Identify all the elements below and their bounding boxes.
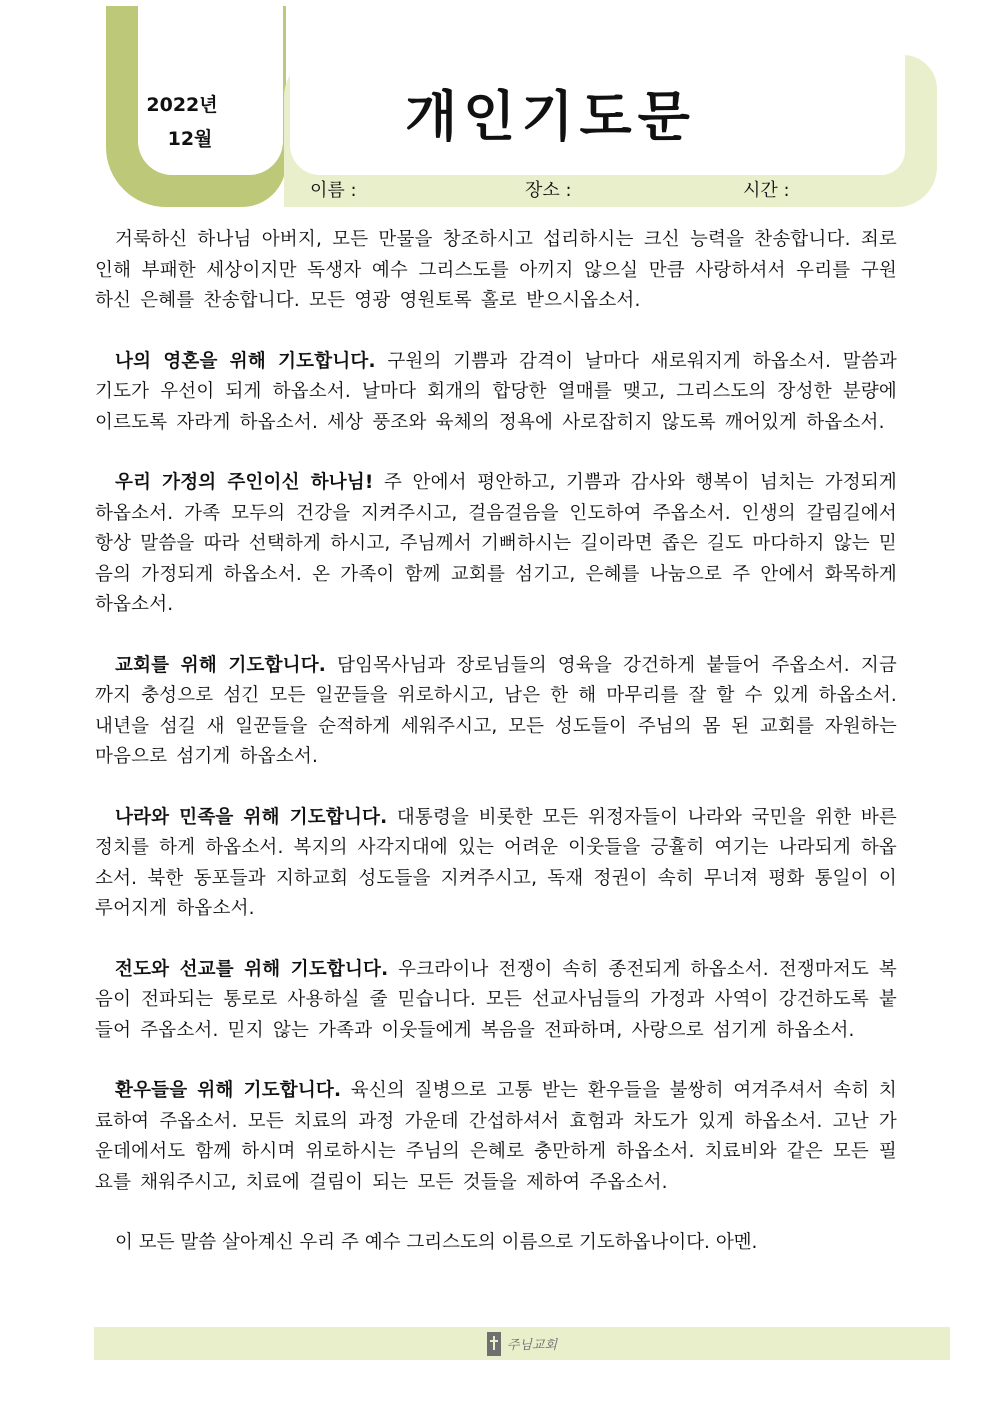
header-year: 2022년 <box>146 94 218 116</box>
prayer-body <box>95 225 897 1258</box>
prayer-paragraph-nation <box>95 803 897 925</box>
paragraph-text: 우크라이나 전쟁이 속히 종전되게 하옵소서. 전쟁마저도 복음이 전파되는 통로로 사용하실 줄 믿습니다. 모든 선교사님들의 가정과 사역이 강건하도록 붙들어 주옵소서. 믿지 않는 가족과 이웃들에게 복음을 전파하며, 사랑으로 섬기게 하옵소서. <box>95 958 897 1041</box>
page-title: 개인기도문 <box>405 85 696 148</box>
paragraph-text: 주 안에서 평안하고, 기쁨과 감사와 행복이 넘치는 가정되게 하옵소서. 가족 모두의 건강을 지켜주시고, 걸음걸음을 인도하여 주옵소서. 인생의 갈림길에서 항상 말씀을 따라 선택하게 하시고, 주님께서 기뻐하시는 길이라면 좁은 길도 마다하지 않는 믿음의 가정되게 하옵소서. 온 가족이 함께 교회를 섬기고, 은혜를 나눔으로 주 안에서 화목하게 하옵소서. <box>95 472 897 615</box>
prayer-paragraph-patients <box>95 1076 897 1198</box>
footer-bar <box>94 1327 950 1360</box>
prayer-paragraph-church <box>95 651 897 773</box>
time-field-label: 시간 : <box>743 180 790 201</box>
paragraph-heading: 환우들을 위해 기도합니다. <box>115 1080 342 1101</box>
prayer-paragraph-family <box>95 468 897 621</box>
paragraph-heading: 나라와 민족을 위해 기도합니다. <box>115 806 388 828</box>
prayer-paragraph-soul <box>95 347 897 439</box>
paragraph-text: 대통령을 비롯한 모든 위정자들이 나라와 국민을 위한 바른 정치를 하게 하옵소서. 복지의 사각지대에 있는 어려운 이웃들을 긍휼히 여기는 나라되게 하옵소서. 북한 동포들과 지하교회 성도들을 지켜주시고, 독재 정권이 속히 무너져 평화 통일이 이루어지게 하옵소서. <box>95 806 897 919</box>
place-field-label: 장소 : <box>525 180 572 201</box>
church-logo-text: 주님교회 <box>506 1338 558 1353</box>
paragraph-heading: 교회를 위해 기도합니다. <box>115 654 327 676</box>
paragraph-heading: 나의 영혼을 위해 기도합니다. <box>115 350 376 372</box>
church-door-cross-icon <box>487 1332 501 1356</box>
name-field-label: 이름 : <box>310 180 357 201</box>
paragraph-text: 담임목사님과 장로님들의 영육을 강건하게 붙들어 주옵소서. 지금까지 충성으로 섬긴 모든 일꾼들을 위로하시고, 남은 한 해 마무리를 잘 할 수 있게 하옵소서. 내년을 섬길 새 일꾼들을 순적하게 세워주시고, 모든 성도들이 주님의 몸 된 교회를 자원하는 마음으로 섬기게 하옵소서. <box>95 654 897 767</box>
closing-prayer: 이 모든 말씀 살아계신 우리 주 예수 그리스도의 이름으로 기도하옵나이다. 아멘. <box>115 1232 758 1253</box>
paragraph-text: 구원의 기쁨과 감격이 날마다 새로워지게 하옵소서. 말씀과 기도가 우선이 되게 하옵소서. 날마다 회개의 합당한 열매를 맺고, 그리스도의 장성한 분량에 이르도록 자라게 하옵소서. 세상 풍조와 육체의 정욕에 사로잡히지 않도록 깨어있게 하옵소서. <box>95 350 897 433</box>
prayer-paragraph-praise <box>95 225 897 317</box>
header-month: 12월 <box>167 128 213 150</box>
paragraph-heading: 우리 가정의 주인이신 하나님! <box>115 472 374 493</box>
prayer-paragraph-mission <box>95 955 897 1047</box>
paragraph-text: 거룩하신 하나님 아버지, 모든 만물을 창조하시고 섭리하시는 크신 능력을 찬송합니다. 죄로 인해 부패한 세상이지만 독생자 예수 그리스도를 아끼지 않으실 만큼 사랑하셔서 우리를 구원하신 은혜를 찬송합니다. 모든 영광 영원토록 홀로 받으시옵소서. <box>95 229 897 311</box>
paragraph-text: 육신의 질병으로 고통 받는 환우들을 불쌍히 여겨주셔서 속히 치료하여 주옵소서. 모든 치료의 과정 가운데 간섭하셔서 효험과 차도가 있게 하옵소서. 고난 가운데에서도 함께 하시며 위로하시는 주님의 은혜로 충만하게 하옵소서. 치료비와 같은 모든 필요를 채워주시고, 치료에 걸림이 되는 모든 것들을 제하여 주옵소서. <box>95 1080 898 1193</box>
paragraph-heading: 전도와 선교를 위해 기도합니다. <box>115 958 389 980</box>
